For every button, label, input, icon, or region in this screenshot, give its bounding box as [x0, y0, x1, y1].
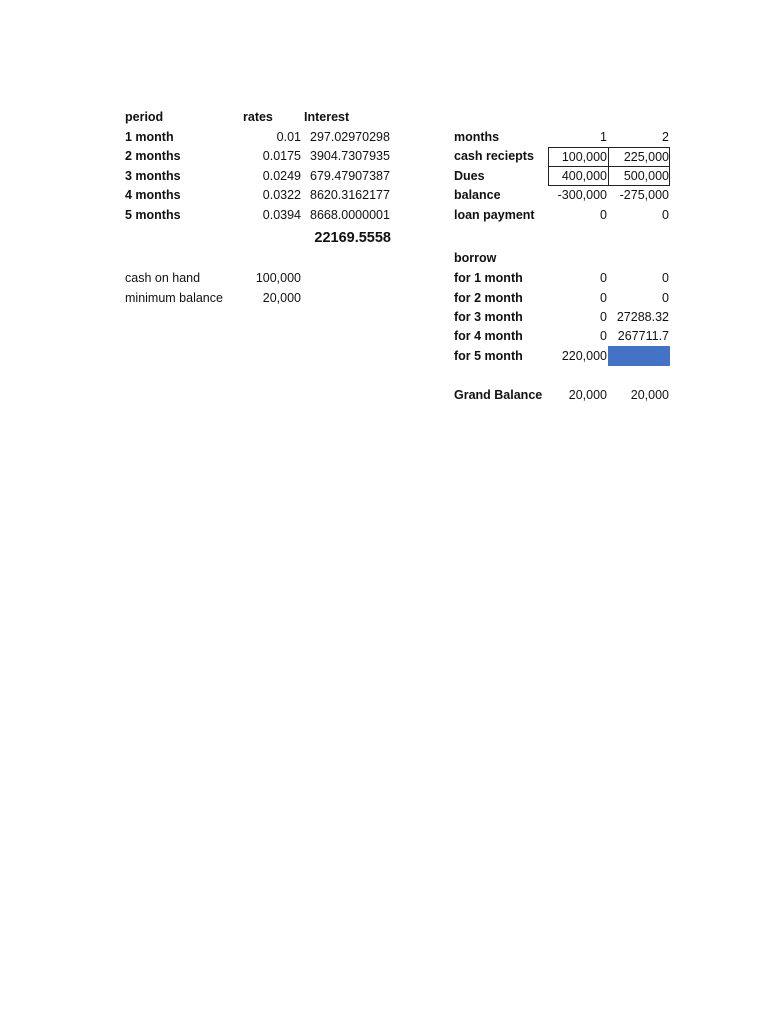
rate-cell: 0.0322: [262, 188, 301, 202]
period-cell: 4 months: [125, 188, 181, 202]
value-cell: -275,000: [619, 188, 669, 202]
interest-cell: 8668.0000001: [310, 208, 390, 222]
borrow-row-label: for 4 month: [454, 329, 523, 343]
grand-balance-label: Grand Balance: [454, 388, 543, 402]
value-cell: 267711.7: [617, 329, 669, 343]
value-cell: 100,000: [561, 150, 607, 164]
interest-cell: 8620.3162177: [310, 188, 390, 202]
value-cell: 0: [600, 208, 607, 222]
cash-on-hand-label: cash on hand: [125, 271, 201, 285]
rate-cell: 0.0249: [262, 169, 301, 183]
month-col-header: 2: [662, 130, 669, 144]
month-col-header: 1: [600, 130, 607, 144]
row-label: cash reciepts: [454, 149, 534, 163]
value-cell: 0: [600, 271, 607, 285]
row-label: Dues: [454, 169, 485, 183]
value-cell: 27288.32: [616, 310, 669, 324]
value-cell: 20,000: [568, 388, 607, 402]
value-cell: 20,000: [630, 388, 669, 402]
period-cell: 1 month: [125, 130, 174, 144]
value-cell: 225,000: [623, 150, 669, 164]
value-cell: 0: [662, 208, 669, 222]
value-cell: 500,000: [623, 169, 669, 183]
rate-cell: 0.0175: [262, 149, 301, 163]
selected-cell-highlight[interactable]: [608, 346, 670, 366]
borrow-label: borrow: [454, 251, 497, 265]
value-cell: 400,000: [561, 169, 607, 183]
header-interest: Interest: [304, 110, 350, 124]
row-label: loan payment: [454, 208, 535, 222]
borrow-row-label: for 1 month: [454, 271, 523, 285]
borrow-row-label: for 5 month: [454, 349, 523, 363]
value-cell: 0: [600, 310, 607, 324]
rate-cell: 0.0394: [262, 208, 301, 222]
interest-cell: 679.47907387: [310, 169, 390, 183]
value-cell: -300,000: [557, 188, 607, 202]
row-label: balance: [454, 188, 501, 202]
interest-cell: 3904.7307935: [310, 149, 390, 163]
cash-on-hand-value: 100,000: [255, 271, 301, 285]
value-cell: 0: [662, 271, 669, 285]
header-rates: rates: [243, 110, 273, 124]
months-label: months: [454, 130, 500, 144]
value-cell: 0: [662, 291, 669, 305]
borrow-row-label: for 3 month: [454, 310, 523, 324]
rate-cell: 0.01: [276, 130, 301, 144]
value-cell: 0: [600, 291, 607, 305]
borrow-row-label: for 2 month: [454, 291, 523, 305]
value-cell: 0: [600, 329, 607, 343]
period-cell: 2 months: [125, 149, 181, 163]
header-period: period: [125, 110, 164, 124]
period-cell: 3 months: [125, 169, 181, 183]
minimum-balance-label: minimum balance: [125, 291, 223, 305]
minimum-balance-value: 20,000: [262, 291, 301, 305]
value-cell: 220,000: [561, 349, 607, 363]
interest-total: 22169.5558: [314, 230, 391, 246]
interest-cell: 297.02970298: [310, 130, 390, 144]
period-cell: 5 months: [125, 208, 181, 222]
